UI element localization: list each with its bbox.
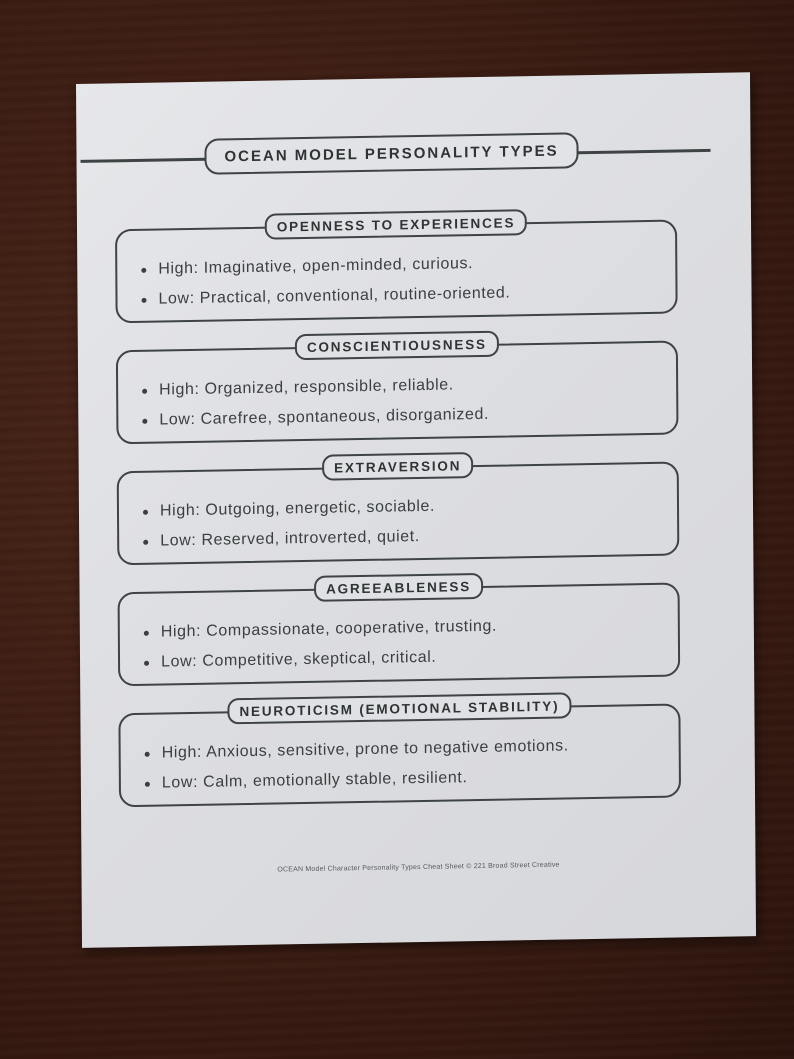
list-item-low — [142, 403, 658, 430]
low-description: Low: Calm, emotionally stable, resilient. — [161, 769, 468, 792]
trait-list — [144, 615, 660, 684]
low-description: Low: Practical, conventional, routine-oriented. — [158, 284, 511, 308]
bullet-icon — [143, 539, 148, 544]
low-description: Low: Competitive, skeptical, critical. — [160, 648, 437, 671]
bullet-icon — [141, 297, 146, 302]
low-description: Low: Carefree, spontaneous, disorganized. — [159, 405, 490, 429]
section-extraversion — [117, 451, 680, 555]
high-description: High: Imaginative, open-minded, curious. — [158, 255, 474, 278]
bullet-icon — [143, 509, 148, 514]
paper-sheet — [76, 72, 756, 948]
list-item-low — [145, 766, 661, 793]
section-neuroticism — [118, 693, 681, 797]
section-heading: OPENNESS TO EXPERIENCES — [265, 209, 528, 240]
trait-list — [143, 494, 659, 563]
section-heading: AGREEABLENESS — [314, 573, 483, 602]
section-heading: CONSCIENTIOUSNESS — [295, 331, 499, 361]
high-description: High: Compassionate, cooperative, trusting. — [160, 617, 498, 641]
bullet-icon — [141, 267, 146, 272]
section-heading: EXTRAVERSION — [322, 452, 473, 481]
high-description: High: Organized, responsible, reliable. — [159, 376, 454, 399]
section-heading: NEUROTICISM (EMOTIONAL STABILITY) — [227, 692, 571, 724]
trait-list — [142, 373, 658, 442]
bullet-icon — [142, 388, 147, 393]
list-item-low — [143, 524, 659, 551]
trait-list — [145, 736, 661, 805]
section-conscientiousness — [116, 331, 679, 435]
list-item-low — [141, 282, 657, 309]
bullet-icon — [145, 751, 150, 756]
section-openness — [115, 210, 678, 314]
low-description: Low: Reserved, introverted, quiet. — [160, 528, 420, 550]
bullet-icon — [144, 660, 149, 665]
bullet-icon — [145, 781, 150, 786]
list-item-low — [144, 645, 660, 672]
sheet-title: OCEAN MODEL PERSONALITY TYPES — [204, 132, 578, 175]
trait-list — [141, 252, 657, 321]
section-agreeableness — [117, 572, 680, 676]
high-description: High: Outgoing, energetic, sociable. — [159, 497, 436, 520]
high-description: High: Anxious, sensitive, prone to negative emotions. — [161, 737, 569, 762]
bullet-icon — [142, 418, 147, 423]
bullet-icon — [144, 630, 149, 635]
copyright-footer: OCEAN Model Character Personality Types Cheat Sheet © 221 Broad Street Creative — [277, 861, 560, 874]
